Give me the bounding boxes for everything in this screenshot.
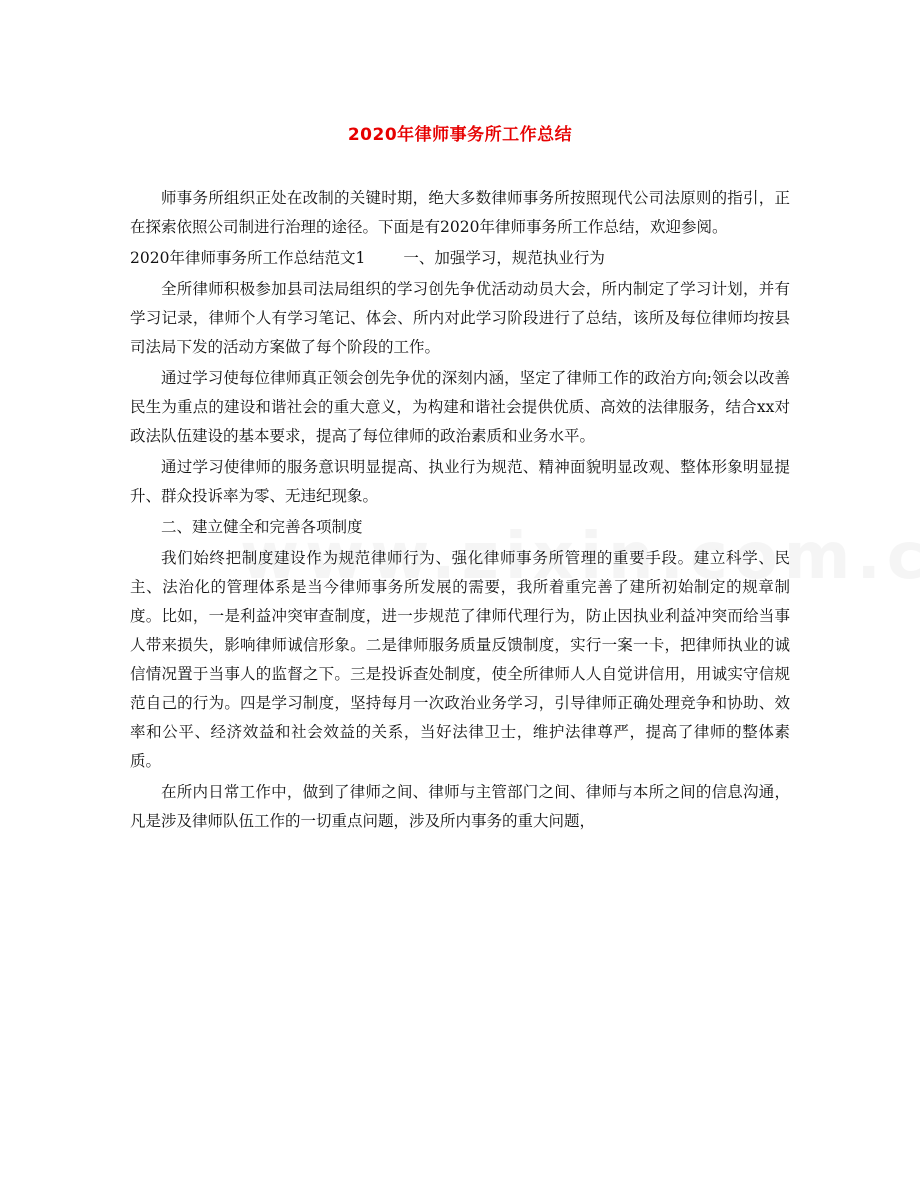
document-body — [130, 184, 790, 838]
sample-heading-line — [130, 244, 790, 273]
paragraph-5: 在所内日常工作中，做到了律师之间、律师与主管部门之间、律师与本所之间的信息沟通，凡是涉及律师队伍工作的一切重点问题，涉及所内事务的重大问题， — [130, 783, 790, 830]
intro-paragraph: 师事务所组织正处在改制的关键时期，绝大多数律师事务所按照现代公司法原则的指引，正在探索依照公司制进行治理的途径。下面是有2020年律师事务所工作总结，欢迎参阅。 — [130, 189, 790, 236]
sample-heading: 2020年律师事务所工作总结范文1 — [130, 249, 366, 267]
paragraph-1: 全所律师积极参加县司法局组织的学习创先争优活动动员大会，所内制定了学习计划，并有学习记录，律师个人有学习笔记、体会、所内对此学习阶段进行了总结，该所及每位律师均按县司法局下发的活动方案做了每个阶段的工作。 — [130, 280, 790, 356]
paragraph-2: 通过学习使每位律师真正领会创先争优的深刻内涵，坚定了律师工作的政治方向;领会以改善民生为重点的建设和谐社会的重大意义，为构建和谐社会提供优质、高效的法律服务，结合xx对政法队伍建设的基本要求，提高了每位律师的政治素质和业务水平。 — [130, 369, 790, 445]
paragraph-3: 通过学习使律师的服务意识明显提高、执业行为规范、精神面貌明显改观、整体形象明显提升、群众投诉率为零、无违纪现象。 — [130, 458, 790, 505]
section1-heading: 一、加强学习，规范执业行为 — [403, 249, 605, 267]
paragraph-4: 我们始终把制度建设作为规范律师行为、强化律师事务所管理的重要手段。建立科学、民主、法治化的管理体系是当今律师事务所发展的需要，我所着重完善了建所初始制定的规章制度。比如，一是利益冲突审查制度，进一步规范了律师代理行为，防止因执业利益冲突而给当事人带来损失，影响律师诚信形象。二是律师服务质量反馈制度，实行一案一卡，把律师执业的诚信情况置于当事人的监督之下。三是投诉查处制度，使全所律师人人自觉讲信用，用诚实守信规范自己的行为。四是学习制度，坚持每月一次政治业务学习，引导律师正确处理竞争和协助、效率和公平、经济效益和社会效益的关系，当好法律卫士，维护法律尊严，提高了律师的整体素质。 — [130, 549, 790, 770]
section2-heading: 二、建立健全和完善各项制度 — [161, 518, 363, 536]
document-title: 2020年律师事务所工作总结 — [347, 125, 573, 145]
